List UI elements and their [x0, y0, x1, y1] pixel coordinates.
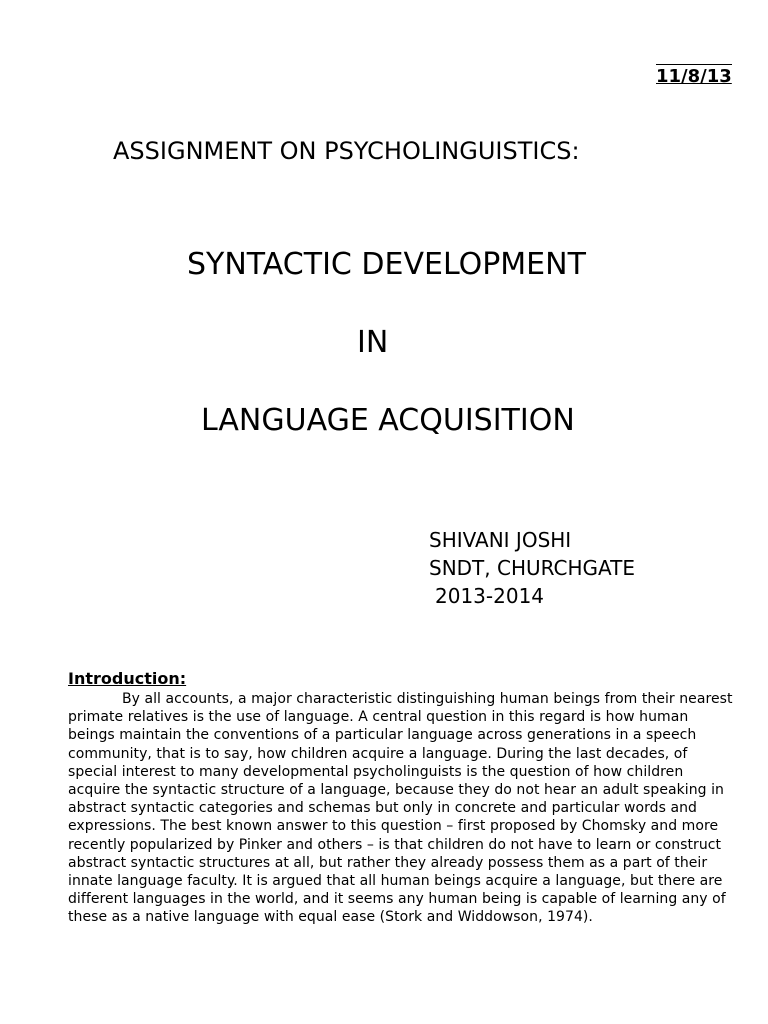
- document-date: 11/8/13: [656, 66, 732, 87]
- title-line-3: LANGUAGE ACQUISITION: [201, 403, 575, 438]
- title-line-2: IN: [357, 325, 389, 360]
- author-year: 2013-2014: [435, 584, 545, 608]
- introduction-body: By all accounts, a major characteristic distinguishing human beings from their nearest primate relatives is the use of language. A central question in this regard is how human beings maintain the conventions of a particular language across generations in a speech community, that is to say, how children acquire a language. During the last decades, of special interest to many developmental psycholinguists is the question of how children acquire the syntactic structure of a language, because they do not hear an adult speaking in abstract syntactic categories and schemas but only in concrete and particular words and expressions. The best known answer to this question – first proposed by Chomsky and more recently popularized by Pinker and others – is that children do not have to learn or construct abstract syntactic structures at all, but rather they already possess them as a part of their innate language faculty. It is argued that all human beings acquire a language, but there are different languages in the world, and it seems any human being is capable of learning any of these as a native language with equal ease (Stork and Widdowson, 1974).: [68, 691, 733, 926]
- assignment-title: ASSIGNMENT ON PSYCHOLINGUISTICS:: [113, 137, 580, 165]
- author-name: SHIVANI JOSHI: [429, 528, 572, 552]
- title-line-1: SYNTACTIC DEVELOPMENT: [187, 247, 586, 282]
- author-block: [429, 526, 635, 610]
- introduction-heading: Introduction:: [68, 669, 187, 688]
- author-institution: SNDT, CHURCHGATE: [429, 556, 636, 580]
